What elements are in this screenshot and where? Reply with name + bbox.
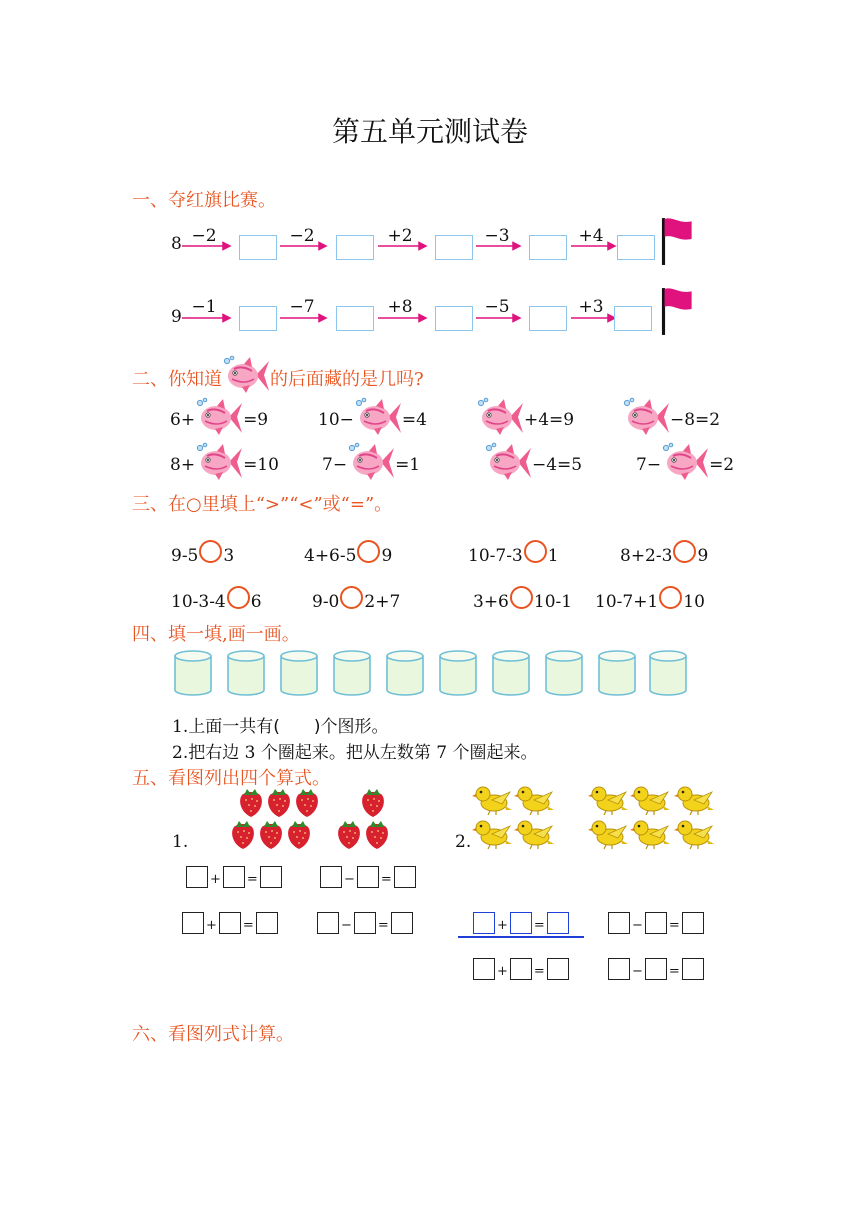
q-number-value: 3 xyxy=(244,743,256,763)
eq-post: +4=9 xyxy=(524,410,575,430)
compare-circle[interactable] xyxy=(340,586,363,609)
fish-equation xyxy=(170,455,279,482)
q-text: )个图形。 xyxy=(313,717,389,737)
compare-item xyxy=(171,540,234,566)
eq-pre: 7− xyxy=(636,455,662,475)
pink-fish-icon xyxy=(661,442,709,482)
strawberry-icon xyxy=(334,818,364,850)
compare-item xyxy=(171,586,262,612)
q-text: 个圈起来。把从左数第 xyxy=(260,743,431,763)
answer-square[interactable] xyxy=(357,866,379,888)
cup-cylinder-icon[interactable] xyxy=(439,650,477,696)
strawberry-icon xyxy=(284,818,314,850)
answer-box[interactable] xyxy=(239,306,277,331)
pink-fish-icon xyxy=(622,397,670,437)
answer-square[interactable] xyxy=(354,912,376,934)
compare-item xyxy=(312,586,400,612)
compare-circle[interactable] xyxy=(227,586,250,609)
pink-fish-icon xyxy=(195,397,243,437)
start-number: 8 xyxy=(171,234,182,254)
eq-pre: 7− xyxy=(322,455,348,475)
answer-square[interactable] xyxy=(510,958,532,980)
section-5-heading: 五、看图列出四个算式。 xyxy=(132,768,330,789)
strawberry-icon xyxy=(362,818,392,850)
equals-sign: = xyxy=(242,918,254,933)
equals-sign: = xyxy=(533,918,545,933)
plus-sign: + xyxy=(497,964,508,979)
compare-circle[interactable] xyxy=(659,586,682,609)
red-flag-icon xyxy=(658,216,694,266)
blue-underline xyxy=(458,936,584,938)
op-label: +4 xyxy=(578,226,604,246)
eq-pre: 10− xyxy=(318,410,354,430)
answer-square[interactable] xyxy=(473,958,495,980)
answer-box[interactable] xyxy=(529,235,567,260)
answer-square[interactable] xyxy=(608,958,630,980)
compare-right: 3 xyxy=(223,546,235,566)
fish-equation xyxy=(636,455,734,482)
answer-square[interactable] xyxy=(317,912,339,934)
answer-square[interactable] xyxy=(547,958,569,980)
yellow-bird-icon xyxy=(630,818,670,850)
compare-left: 4+6-5 xyxy=(304,546,357,566)
yellow-bird-icon xyxy=(588,818,628,850)
answer-box[interactable] xyxy=(336,306,374,331)
eq-post: =10 xyxy=(243,455,279,475)
equation-subtraction xyxy=(608,958,704,980)
yellow-bird-icon xyxy=(674,784,714,816)
cup-cylinder-icon[interactable] xyxy=(492,650,530,696)
equation-addition-highlighted xyxy=(473,912,569,934)
start-number: 9 xyxy=(171,307,182,327)
answer-square[interactable] xyxy=(219,912,241,934)
strawberry-icon xyxy=(228,818,258,850)
equals-sign: = xyxy=(380,872,392,887)
q-number-value: 7 xyxy=(436,743,448,763)
equals-sign: = xyxy=(533,964,545,979)
yellow-bird-icon xyxy=(472,784,512,816)
answer-square[interactable] xyxy=(682,912,704,934)
red-flag-icon xyxy=(658,286,694,336)
op-label: −7 xyxy=(289,297,315,317)
equals-sign: = xyxy=(668,964,680,979)
op-label: −3 xyxy=(484,226,510,246)
compare-right: 9 xyxy=(381,546,393,566)
strawberry-icon xyxy=(256,818,286,850)
op-label: +2 xyxy=(387,226,413,246)
q-number: 2. xyxy=(172,743,189,763)
compare-item xyxy=(473,586,572,612)
cup-cylinder-icon[interactable] xyxy=(386,650,424,696)
section-6-heading: 六、看图列式计算。 xyxy=(132,1024,294,1045)
eq-post: =1 xyxy=(395,455,421,475)
eq-post: −8=2 xyxy=(670,410,721,430)
answer-square[interactable] xyxy=(547,912,569,934)
answer-square[interactable] xyxy=(391,912,413,934)
pink-fish-icon xyxy=(354,397,402,437)
answer-box[interactable] xyxy=(239,235,277,260)
answer-box[interactable] xyxy=(614,306,652,331)
answer-box[interactable] xyxy=(435,306,473,331)
plus-sign: + xyxy=(210,872,221,887)
op-label: −1 xyxy=(191,297,217,317)
compare-right: 10-1 xyxy=(533,592,573,612)
section-3-heading: 三、在○里填上“>”“<”或“=”。 xyxy=(132,494,393,515)
pink-fish-icon xyxy=(484,442,532,482)
picture-label-2: 2. xyxy=(455,832,472,852)
eq-post: =2 xyxy=(709,455,735,475)
cup-cylinder-icon[interactable] xyxy=(174,650,212,696)
yellow-bird-icon xyxy=(472,818,512,850)
question-4-2 xyxy=(172,738,538,763)
answer-square[interactable] xyxy=(473,912,495,934)
answer-box[interactable] xyxy=(336,235,374,260)
yellow-bird-icon xyxy=(514,818,554,850)
answer-square[interactable] xyxy=(394,866,416,888)
q-text: 上面一共有( xyxy=(188,717,280,737)
compare-left: 10-3-4 xyxy=(171,592,226,612)
yellow-bird-icon xyxy=(514,784,554,816)
fish-equation xyxy=(622,410,720,437)
q-text: 把右边 xyxy=(188,743,240,763)
pink-fish-icon xyxy=(195,442,243,482)
op-label: +8 xyxy=(387,297,413,317)
compare-item xyxy=(304,540,392,566)
cup-cylinder-icon[interactable] xyxy=(333,650,371,696)
answer-square[interactable] xyxy=(223,866,245,888)
picture-label-1: 1. xyxy=(172,832,189,852)
page-title: 第五单元测试卷 xyxy=(331,115,528,148)
yellow-bird-icon xyxy=(630,784,670,816)
answer-box[interactable] xyxy=(617,235,655,260)
equals-sign: = xyxy=(246,872,258,887)
answer-box[interactable] xyxy=(435,235,473,260)
section-4-heading: 四、填一填,画一画。 xyxy=(132,624,300,645)
q-text: 个圈起来。 xyxy=(452,743,538,763)
eq-post: =9 xyxy=(243,410,269,430)
equals-sign: = xyxy=(668,918,680,933)
answer-square[interactable] xyxy=(608,912,630,934)
strawberry-icon xyxy=(292,786,322,818)
compare-left: 9-0 xyxy=(312,592,340,612)
heading-part-a: 二、你知道 xyxy=(132,369,222,390)
yellow-bird-icon xyxy=(674,818,714,850)
compare-circle[interactable] xyxy=(510,586,533,609)
equals-sign: = xyxy=(377,918,389,933)
fish-equation xyxy=(484,455,582,482)
cup-cylinder-icon[interactable] xyxy=(227,650,265,696)
equation-subtraction xyxy=(317,912,413,934)
compare-item xyxy=(620,540,708,566)
cup-cylinder-icon[interactable] xyxy=(649,650,687,696)
eq-post: −4=5 xyxy=(532,455,583,475)
minus-sign: − xyxy=(632,918,643,933)
fish-equation xyxy=(318,410,427,437)
op-label: −2 xyxy=(289,226,315,246)
compare-item xyxy=(595,586,705,612)
yellow-bird-icon xyxy=(588,784,628,816)
pink-fish-icon xyxy=(222,355,270,395)
compare-circle[interactable] xyxy=(357,540,380,563)
compare-circle[interactable] xyxy=(524,540,547,563)
equation-subtraction xyxy=(608,912,704,934)
answer-square[interactable] xyxy=(645,958,667,980)
equation-addition xyxy=(182,912,278,934)
answer-square[interactable] xyxy=(182,912,204,934)
compare-circle[interactable] xyxy=(199,540,222,563)
eq-pre: 6+ xyxy=(170,410,196,430)
equation-addition xyxy=(473,958,569,980)
cup-cylinder-icon[interactable] xyxy=(598,650,636,696)
plus-sign: + xyxy=(206,918,217,933)
question-4-1 xyxy=(172,712,389,737)
compare-right: 2+7 xyxy=(364,592,401,612)
answer-square[interactable] xyxy=(510,912,532,934)
op-label: −2 xyxy=(191,226,217,246)
fish-equation xyxy=(322,455,420,482)
compare-right: 1 xyxy=(547,546,559,566)
answer-square[interactable] xyxy=(260,866,282,888)
pink-fish-icon xyxy=(476,397,524,437)
compare-item xyxy=(468,540,559,566)
eq-pre: 8+ xyxy=(170,455,196,475)
compare-circle[interactable] xyxy=(673,540,696,563)
minus-sign: − xyxy=(341,918,352,933)
compare-left: 10-7+1 xyxy=(595,592,659,612)
minus-sign: − xyxy=(632,964,643,979)
eq-post: =4 xyxy=(401,410,427,430)
compare-left: 10-7-3 xyxy=(468,546,523,566)
minus-sign: − xyxy=(344,872,355,887)
op-label: +3 xyxy=(578,297,604,317)
compare-right: 6 xyxy=(250,592,262,612)
q-number: 1. xyxy=(172,717,189,737)
pink-fish-icon xyxy=(347,442,395,482)
fish-equation xyxy=(170,410,268,437)
op-label: −5 xyxy=(484,297,510,317)
strawberry-icon xyxy=(236,786,266,818)
answer-box[interactable] xyxy=(529,306,567,331)
compare-left: 8+2-3 xyxy=(620,546,673,566)
plus-sign: + xyxy=(497,918,508,933)
answer-square[interactable] xyxy=(682,958,704,980)
compare-left: 9-5 xyxy=(171,546,199,566)
answer-square[interactable] xyxy=(256,912,278,934)
cup-cylinder-icon[interactable] xyxy=(280,650,318,696)
section-2-heading xyxy=(132,365,424,395)
fish-equation xyxy=(476,410,574,437)
strawberry-icon xyxy=(264,786,294,818)
section-1-heading: 一、夺红旗比赛。 xyxy=(132,190,276,211)
compare-right: 9 xyxy=(697,546,709,566)
strawberry-icon xyxy=(358,786,388,818)
answer-square[interactable] xyxy=(645,912,667,934)
equation-addition xyxy=(186,866,282,888)
answer-square[interactable] xyxy=(186,866,208,888)
cup-cylinder-icon[interactable] xyxy=(545,650,583,696)
answer-square[interactable] xyxy=(320,866,342,888)
equation-subtraction xyxy=(320,866,416,888)
heading-part-b: 的后面藏的是几吗? xyxy=(270,369,424,390)
compare-right: 10 xyxy=(683,592,705,612)
compare-left: 3+6 xyxy=(473,592,509,612)
